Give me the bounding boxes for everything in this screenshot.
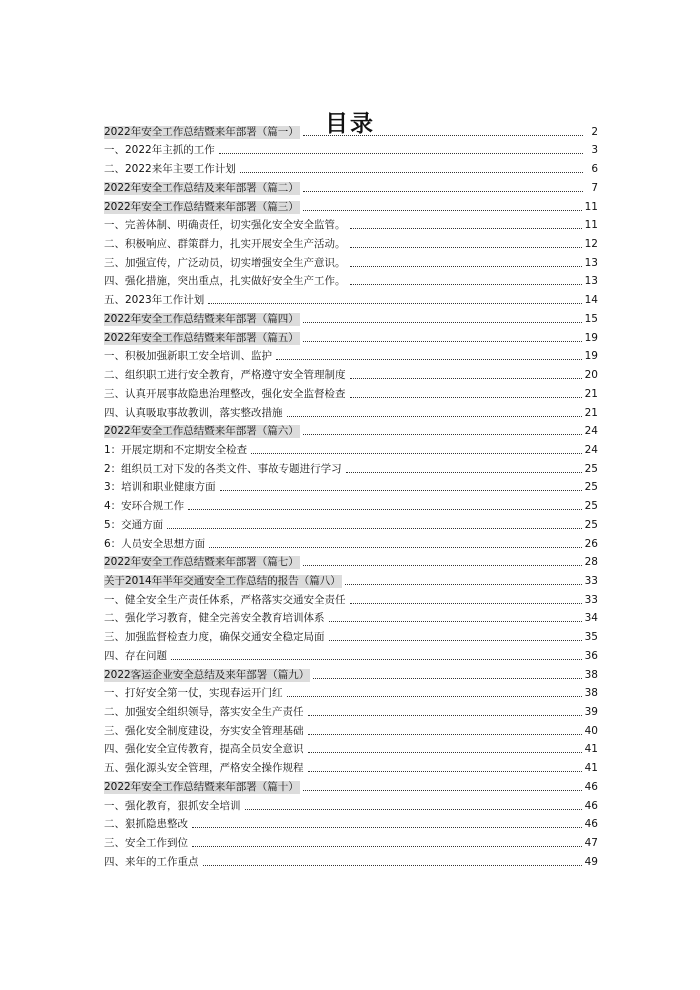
table-of-contents	[104, 122, 598, 871]
toc-entry-label: 三、加强宣传，广泛动员，切实增强安全生产意识。	[104, 256, 346, 269]
toc-page-number: 25	[584, 518, 598, 531]
toc-entry-label: 4：安环合规工作	[104, 500, 185, 513]
toc-entry-label: 三、强化安全制度建设，夯实安全管理基础	[104, 724, 304, 737]
toc-dot-leader	[303, 322, 582, 323]
toc-item-entry[interactable]	[104, 646, 598, 665]
toc-item-entry[interactable]	[104, 590, 598, 609]
toc-item-entry[interactable]	[104, 852, 598, 871]
toc-item-entry[interactable]	[104, 459, 598, 478]
toc-entry-label: 2022年安全工作总结暨来年部署（篇四）	[104, 312, 299, 325]
toc-entry-label: 2022客运企业安全总结及来年部署（篇九）	[104, 668, 310, 681]
toc-dot-leader	[251, 453, 581, 454]
toc-item-entry[interactable]	[104, 815, 598, 834]
toc-dot-leader	[345, 584, 582, 585]
toc-dot-leader	[329, 621, 582, 622]
toc-entry-label: 6：人员安全思想方面	[104, 537, 206, 550]
toc-page-number: 25	[584, 462, 598, 475]
toc-entry-label: 三、加强监督检查力度，确保交通安全稳定局面	[104, 631, 325, 644]
toc-dot-leader	[313, 678, 581, 679]
toc-page-number: 46	[584, 799, 598, 812]
toc-item-entry[interactable]	[104, 234, 598, 253]
toc-item-entry[interactable]	[104, 253, 598, 272]
toc-page-number: 19	[584, 350, 598, 363]
toc-page-number: 13	[584, 256, 598, 269]
toc-page-number: 38	[584, 687, 598, 700]
toc-entry-label: 二、2022来年主要工作计划	[104, 163, 236, 176]
toc-dot-leader	[346, 472, 582, 473]
toc-dot-leader	[303, 191, 583, 192]
toc-entry-label: 二、狠抓隐患整改	[104, 818, 188, 831]
toc-section-entry[interactable]	[104, 571, 598, 590]
page-title: 目录	[325, 111, 375, 138]
toc-page-number: 33	[584, 574, 598, 587]
toc-item-entry[interactable]	[104, 609, 598, 628]
toc-entry-label: 五、强化源头安全管理，严格安全操作规程	[104, 762, 304, 775]
toc-page-number: 26	[584, 537, 598, 550]
toc-entry-label: 三、认真开展事故隐患治理整改，强化安全监督检查	[104, 387, 346, 400]
toc-dot-leader	[350, 603, 582, 604]
toc-entry-label: 一、完善体制、明确责任，切实强化安全安全监管。	[104, 219, 346, 232]
toc-page-number: 2	[591, 125, 598, 138]
toc-item-entry[interactable]	[104, 403, 598, 422]
toc-entry-label: 一、健全安全生产责任体系，严格落实交通安全责任	[104, 593, 346, 606]
toc-page-number: 36	[584, 649, 598, 662]
toc-item-entry[interactable]	[104, 347, 598, 366]
toc-section-entry[interactable]	[104, 122, 598, 141]
toc-section-entry[interactable]	[104, 553, 598, 572]
toc-item-entry[interactable]	[104, 721, 598, 740]
toc-item-entry[interactable]	[104, 684, 598, 703]
toc-item-entry[interactable]	[104, 384, 598, 403]
toc-dot-leader	[308, 771, 582, 772]
toc-entry-label: 一、强化教育，狠抓安全培训	[104, 799, 241, 812]
toc-entry-label: 四、认真吸取事故教训，落实整改措施	[104, 406, 283, 419]
toc-dot-leader	[167, 528, 581, 529]
toc-section-entry[interactable]	[104, 422, 598, 441]
toc-dot-leader	[209, 547, 581, 548]
toc-entry-label: 1：开展定期和不定期安全检查	[104, 443, 248, 456]
toc-page-number: 28	[584, 556, 598, 569]
toc-page-number: 41	[584, 743, 598, 756]
toc-item-entry[interactable]	[104, 534, 598, 553]
toc-page-number: 34	[584, 612, 598, 625]
toc-section-entry[interactable]	[104, 777, 598, 796]
toc-entry-label: 二、强化学习教育，健全完善安全教育培训体系	[104, 612, 325, 625]
toc-dot-leader	[303, 434, 582, 435]
toc-item-entry[interactable]	[104, 515, 598, 534]
toc-dot-leader	[203, 865, 582, 866]
toc-entry-label: 2022年安全工作总结暨来年部署（篇十）	[104, 780, 299, 793]
toc-page-number: 11	[584, 219, 598, 232]
toc-entry-label: 四、存在问题	[104, 649, 167, 662]
toc-dot-leader	[171, 659, 582, 660]
toc-entry-label: 3：培训和职业健康方面	[104, 481, 216, 494]
toc-dot-leader	[350, 284, 582, 285]
toc-item-entry[interactable]	[104, 272, 598, 291]
toc-dot-leader	[303, 790, 582, 791]
toc-entry-label: 2022年安全工作总结暨来年部署（篇六）	[104, 425, 299, 438]
toc-entry-label: 一、2022年主抓的工作	[104, 144, 215, 157]
toc-dot-leader	[308, 715, 582, 716]
toc-page-number: 3	[591, 144, 598, 157]
toc-item-entry[interactable]	[104, 833, 598, 852]
toc-page-number: 49	[584, 855, 598, 868]
toc-section-entry[interactable]	[104, 197, 598, 216]
toc-entry-label: 2：组织员工对下发的各类文件、事故专题进行学习	[104, 462, 342, 475]
toc-item-entry[interactable]	[104, 740, 598, 759]
toc-page-number: 24	[584, 443, 598, 456]
toc-dot-leader	[276, 359, 582, 360]
toc-dot-leader	[208, 303, 581, 304]
toc-entry-label: 四、来年的工作重点	[104, 855, 199, 868]
toc-entry-label: 2022年安全工作总结及来年部署（篇二）	[104, 181, 299, 194]
toc-dot-leader	[350, 266, 582, 267]
toc-entry-label: 一、打好安全第一仗，实现春运开门红	[104, 687, 283, 700]
toc-page-number: 25	[584, 481, 598, 494]
toc-entry-label: 2022年安全工作总结暨来年部署（篇一）	[104, 125, 299, 138]
toc-dot-leader	[192, 827, 582, 828]
toc-dot-leader	[308, 752, 582, 753]
toc-entry-label: 一、积极加强新职工安全培训、监护	[104, 350, 272, 363]
toc-item-entry[interactable]	[104, 478, 598, 497]
toc-entry-label: 2022年安全工作总结暨来年部署（篇七）	[104, 556, 299, 569]
toc-entry-label: 五、2023年工作计划	[104, 294, 205, 307]
toc-section-entry[interactable]	[104, 328, 598, 347]
toc-dot-leader	[219, 153, 583, 154]
toc-page-number: 24	[584, 425, 598, 438]
toc-dot-leader	[303, 341, 582, 342]
toc-dot-leader	[350, 228, 582, 229]
toc-entry-label: 三、安全工作到位	[104, 837, 188, 850]
toc-page-number: 21	[584, 387, 598, 400]
toc-entry-label: 四、强化安全宣传教育，提高全员安全意识	[104, 743, 304, 756]
toc-dot-leader	[240, 172, 583, 173]
toc-entry-label: 5：交通方面	[104, 518, 164, 531]
toc-item-entry[interactable]	[104, 216, 598, 235]
toc-item-entry[interactable]	[104, 496, 598, 515]
toc-page-number: 6	[591, 163, 598, 176]
toc-entry-label: 关于2014年半年交通安全工作总结的报告（篇八）	[104, 574, 341, 587]
toc-dot-leader	[303, 210, 582, 211]
toc-item-entry[interactable]	[104, 290, 598, 309]
toc-item-entry[interactable]	[104, 702, 598, 721]
toc-page-number: 35	[584, 631, 598, 644]
toc-dot-leader	[220, 490, 582, 491]
toc-entry-label: 2022年安全工作总结暨来年部署（篇五）	[104, 331, 299, 344]
toc-item-entry[interactable]	[104, 440, 598, 459]
toc-item-entry[interactable]	[104, 627, 598, 646]
toc-page-number: 39	[584, 706, 598, 718]
toc-page-number: 13	[584, 275, 598, 288]
toc-page-number: 46	[584, 818, 598, 831]
toc-page-number: 20	[584, 369, 598, 382]
toc-item-entry[interactable]	[104, 796, 598, 815]
toc-entry-label: 二、组织职工进行安全教育，严格遵守安全管理制度	[104, 369, 346, 382]
toc-page-number: 21	[584, 406, 598, 419]
toc-dot-leader	[350, 378, 582, 379]
toc-entry-label: 二、积极响应、群策群力，扎实开展安全生产活动。	[104, 238, 346, 251]
toc-page-number: 38	[584, 668, 598, 681]
toc-section-entry[interactable]	[104, 665, 598, 684]
toc-page-number: 14	[584, 294, 598, 307]
toc-page-number: 19	[584, 331, 598, 344]
toc-page-number: 41	[584, 762, 598, 775]
toc-page-number: 33	[584, 593, 598, 606]
toc-page-number: 11	[584, 200, 598, 213]
toc-item-entry[interactable]	[104, 141, 598, 160]
toc-item-entry[interactable]	[104, 758, 598, 777]
toc-section-entry[interactable]	[104, 309, 598, 328]
toc-dot-leader	[329, 640, 582, 641]
toc-page-number: 40	[584, 724, 598, 737]
toc-entry-label: 四、强化措施，突出重点，扎实做好安全生产工作。	[104, 275, 346, 288]
toc-page-number: 15	[584, 312, 598, 325]
toc-section-entry[interactable]	[104, 178, 598, 197]
toc-dot-leader	[350, 247, 582, 248]
toc-page-number: 46	[584, 780, 598, 793]
toc-dot-leader	[308, 734, 582, 735]
toc-item-entry[interactable]	[104, 159, 598, 178]
toc-dot-leader	[188, 509, 581, 510]
toc-page-number: 12	[584, 238, 598, 251]
toc-dot-leader	[192, 846, 582, 847]
toc-dot-leader	[287, 696, 582, 697]
toc-dot-leader	[303, 565, 582, 566]
toc-page-number: 47	[584, 837, 598, 850]
toc-dot-leader	[303, 135, 583, 136]
toc-entry-label: 2022年安全工作总结暨来年部署（篇三）	[104, 200, 299, 213]
toc-page-number: 25	[584, 500, 598, 513]
toc-dot-leader	[287, 416, 582, 417]
toc-dot-leader	[350, 397, 582, 398]
toc-page-number: 7	[591, 181, 598, 194]
toc-dot-leader	[245, 809, 582, 810]
toc-item-entry[interactable]	[104, 365, 598, 384]
toc-entry-label: 二、加强安全组织领导，落实安全生产责任	[104, 706, 304, 718]
